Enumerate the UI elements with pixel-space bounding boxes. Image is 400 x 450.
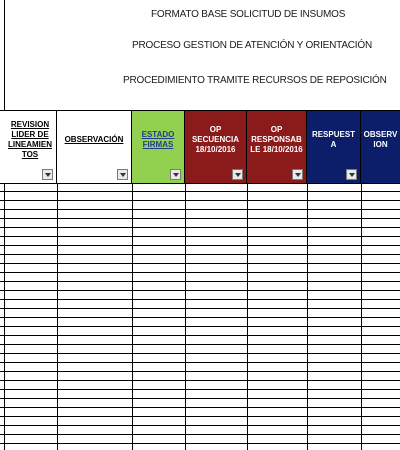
grid-row-line <box>0 245 400 246</box>
header-respuesta[interactable] <box>307 111 361 183</box>
grid-row-line <box>0 236 400 237</box>
header-label: OBSERVACIÓN <box>64 135 124 144</box>
dropdown-filter-icon[interactable] <box>117 169 128 180</box>
grid-row-line <box>0 353 400 354</box>
dropdown-filter-icon[interactable] <box>42 169 53 180</box>
dropdown-filter-icon[interactable] <box>232 169 243 180</box>
grid-row-line <box>0 209 400 210</box>
header-label: OP RESPONSAB LE 18/10/2016 <box>250 125 303 154</box>
grid-row-line <box>0 317 400 318</box>
sheet-left-border <box>4 0 5 110</box>
dropdown-filter-icon[interactable] <box>170 169 181 180</box>
grid-row-line <box>0 434 400 435</box>
grid-row-line <box>0 344 400 345</box>
grid-row-line <box>0 362 400 363</box>
header-op-responsable[interactable] <box>247 111 307 183</box>
grid-row-line <box>0 218 400 219</box>
header-label: OP SECUENCIA 18/10/2016 <box>191 125 240 154</box>
grid-row-line <box>0 254 400 255</box>
table-body-grid[interactable] <box>0 183 400 450</box>
header-observacion[interactable] <box>57 111 132 183</box>
header-label: REVISION LIDER DE LINEAMIEN TOS <box>8 120 52 159</box>
grid-row-line <box>0 389 400 390</box>
grid-row-line <box>0 398 400 399</box>
grid-row-line <box>0 272 400 273</box>
title-proceso: PROCESO GESTION DE ATENCIÓN Y ORIENTACIÓN <box>132 40 372 51</box>
grid-row-line <box>0 227 400 228</box>
grid-row-line <box>0 407 400 408</box>
header-revision-lider[interactable] <box>4 111 57 183</box>
grid-row-line <box>0 335 400 336</box>
grid-row-line <box>0 281 400 282</box>
header-label: OBSERV ION <box>363 130 398 149</box>
header-estado-firmas[interactable] <box>132 111 185 183</box>
grid-row-line <box>0 371 400 372</box>
grid-row-line <box>0 299 400 300</box>
table-header-row <box>0 110 400 184</box>
dropdown-filter-icon[interactable] <box>346 169 357 180</box>
grid-row-line <box>0 380 400 381</box>
grid-row-line <box>0 290 400 291</box>
header-label: RESPUEST A <box>311 130 356 149</box>
grid-row-line <box>0 425 400 426</box>
header-observacion-2[interactable] <box>361 111 400 183</box>
grid-row-line <box>0 326 400 327</box>
grid-row-line <box>0 191 400 192</box>
dropdown-filter-icon[interactable] <box>292 169 303 180</box>
title-formato: FORMATO BASE SOLICITUD DE INSUMOS <box>151 9 346 20</box>
grid-row-line <box>0 263 400 264</box>
grid-row-line <box>0 443 400 444</box>
grid-row-line <box>0 308 400 309</box>
title-procedimiento: PROCEDIMIENTO TRAMITE RECURSOS DE REPOSICIÓN <box>123 75 387 86</box>
header-label: ESTADO FIRMAS <box>141 130 175 149</box>
header-op-secuencia[interactable] <box>185 111 247 183</box>
grid-row-line <box>0 416 400 417</box>
grid-row-line <box>0 200 400 201</box>
